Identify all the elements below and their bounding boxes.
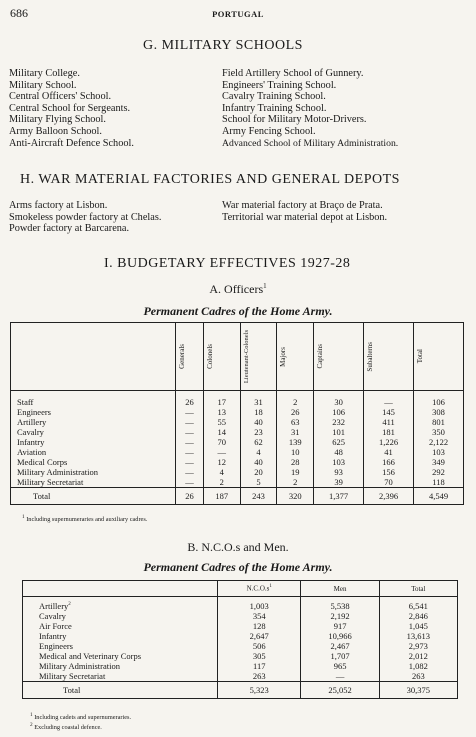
row-label: Military Secretariat <box>11 477 176 488</box>
table-header-blank <box>11 323 176 391</box>
table-row <box>23 671 458 682</box>
table-cell: 292 <box>432 467 445 477</box>
col-header: Colonels <box>203 323 240 391</box>
ncos-men-table <box>22 580 458 699</box>
table-cell: 18 <box>240 407 277 417</box>
cadres-heading-b: Permanent Cadres of the Home Army. <box>143 560 333 574</box>
table-row <box>11 407 464 417</box>
total-cell: 243 <box>240 488 277 505</box>
row-label: Engineers <box>11 407 176 417</box>
table-cell: 4 <box>203 467 240 477</box>
row-label: Military Secretariat <box>23 671 218 682</box>
list-item: Powder factory at Barcarena. <box>9 223 130 235</box>
table-header-row <box>23 581 458 597</box>
col-header: Total <box>414 323 464 391</box>
table-row <box>11 477 464 488</box>
total-cell: 30,375 <box>406 685 431 695</box>
table-total-row <box>11 488 464 505</box>
table-cell: 2,122 <box>428 437 449 447</box>
table-cell: 63 <box>277 417 314 427</box>
table-cell: 40 <box>240 417 277 427</box>
table-cell: 139 <box>277 437 314 447</box>
table-cell: 411 <box>364 417 414 427</box>
table-row <box>11 427 464 437</box>
table-cell: 62 <box>240 437 277 447</box>
table-cell: 2,192 <box>301 611 379 621</box>
table-row <box>23 631 458 641</box>
col-header: Subalterns <box>364 323 414 391</box>
table-cell: — <box>176 477 204 488</box>
table-cell: 13 <box>203 407 240 417</box>
table-cell: 103 <box>314 457 364 467</box>
table-cell: — <box>176 437 204 447</box>
col-header: Captains <box>314 323 364 391</box>
table-cell: 30 <box>314 391 364 408</box>
list-item: Army Balloon School. <box>9 125 102 137</box>
footnote-officers: $^1$ Including supernumeraries and auxiliary cadres. <box>22 514 148 524</box>
subsection-b-title: B. N.C.O.s and Men. <box>187 540 289 554</box>
section-g-right-list <box>222 68 398 149</box>
total-cell: 4,549 <box>428 491 449 501</box>
total-cell: 25,052 <box>301 682 379 699</box>
row-label: Cavalry <box>11 427 176 437</box>
table-row <box>11 447 464 457</box>
row-label: Military Administration <box>23 661 218 671</box>
table-cell: 2 <box>277 477 314 488</box>
col-header: $N.C.O.s^1$ <box>218 581 301 597</box>
table-cell: 128 <box>218 621 301 631</box>
table-cell: 31 <box>277 427 314 437</box>
col-header: Total <box>379 581 457 597</box>
section-g-title: G. MILITARY SCHOOLS <box>143 38 303 53</box>
table-cell: 19 <box>277 467 314 477</box>
table-cell: 2 <box>203 477 240 488</box>
table-cell: 181 <box>364 427 414 437</box>
list-item: Arms factory at Lisbon. <box>9 200 108 211</box>
table-cell: 349 <box>432 457 445 467</box>
footnote-marker: 2 <box>68 602 71 608</box>
table-cell: 70 <box>203 437 240 447</box>
total-cell: 2,396 <box>364 488 414 505</box>
list-item: Military School. <box>9 79 77 91</box>
section-i-title: I. BUDGETARY EFFECTIVES 1927-28 <box>104 256 351 271</box>
row-label: Infantry <box>11 437 176 447</box>
table-cell: 6,541 <box>408 601 428 611</box>
row-label: Air Force <box>23 621 218 631</box>
table-cell: 354 <box>218 611 301 621</box>
list-item: Smokeless powder factory at Chelas. <box>9 211 162 223</box>
table-row <box>23 597 458 612</box>
officers-table <box>10 322 464 505</box>
table-cell: 1,003 <box>218 597 301 612</box>
section-h-title: H. WAR MATERIAL FACTORIES AND GENERAL DEPOTS <box>20 172 400 187</box>
table-cell: 106 <box>432 397 445 407</box>
row-label: Artillery$^2$ <box>23 597 218 612</box>
table-cell: — <box>176 417 204 427</box>
col-header: Men <box>301 581 379 597</box>
total-label: Total <box>23 682 218 699</box>
table-cell: 28 <box>277 457 314 467</box>
table-cell: 1,045 <box>408 621 428 631</box>
table-cell: 625 <box>314 437 364 447</box>
table-cell: 5,538 <box>301 597 379 612</box>
table-cell: 156 <box>364 467 414 477</box>
list-item: Central Officers' School. <box>9 91 112 103</box>
table-cell: — <box>176 457 204 467</box>
section-g-left-list <box>9 68 134 149</box>
list-item: Engineers' Training School. <box>222 79 337 91</box>
col-header: Majors <box>277 323 314 391</box>
table-cell: 26 <box>277 407 314 417</box>
table-cell: 48 <box>314 447 364 457</box>
table-cell: 2,647 <box>218 631 301 641</box>
table-cell: 2,973 <box>408 641 428 651</box>
table-cell: 26 <box>176 391 204 408</box>
table-cell: 263 <box>411 671 425 681</box>
list-item: Military College. <box>9 68 80 79</box>
table-cell: 70 <box>364 477 414 488</box>
row-label: Aviation <box>11 447 176 457</box>
table-cell: 232 <box>314 417 364 427</box>
table-cell: 39 <box>314 477 364 488</box>
table-cell: 117 <box>218 661 301 671</box>
list-item: Advanced School of Military Administration. <box>222 137 399 149</box>
table-cell: 40 <box>240 457 277 467</box>
table-header-row <box>11 323 464 391</box>
table-cell: 506 <box>218 641 301 651</box>
table-cell: 118 <box>432 477 445 487</box>
list-item: School for Military Motor-Drivers. <box>222 114 367 126</box>
list-item: War material factory at Braço de Prata. <box>222 200 383 211</box>
table-cell: 13,613 <box>406 631 431 641</box>
list-item: Anti-Aircraft Defence School. <box>9 137 134 149</box>
table-cell: 965 <box>301 661 379 671</box>
table-cell: 308 <box>432 407 445 417</box>
table-cell: — <box>176 427 204 437</box>
table-cell: 23 <box>240 427 277 437</box>
table-cell: 2 <box>277 391 314 408</box>
table-header-blank <box>23 581 218 597</box>
row-label: Medical and Veterinary Corps <box>23 651 218 661</box>
table-cell: 305 <box>218 651 301 661</box>
row-label: Staff <box>11 391 176 408</box>
table-row <box>11 467 464 477</box>
table-cell: 20 <box>240 467 277 477</box>
table-cell: 55 <box>203 417 240 427</box>
list-item: Infantry Training School. <box>222 102 327 114</box>
row-label: Military Administration <box>11 467 176 477</box>
total-label: Total <box>11 488 176 505</box>
table-row <box>11 417 464 427</box>
ncos-men-table-body <box>23 597 458 699</box>
cadres-heading-a: Permanent Cadres of the Home Army. <box>143 304 333 318</box>
row-label: Cavalry <box>23 611 218 621</box>
row-label: Medical Corps <box>11 457 176 467</box>
col-header: Generals <box>176 323 204 391</box>
table-cell: 2,467 <box>301 641 379 651</box>
table-row <box>11 437 464 447</box>
table-cell: 1,707 <box>301 651 379 661</box>
list-item: Central School for Sergeants. <box>9 102 131 114</box>
table-cell: 4 <box>240 447 277 457</box>
officers-table-body <box>11 391 464 505</box>
table-cell: 41 <box>364 447 414 457</box>
table-cell: 10,966 <box>301 631 379 641</box>
table-cell: 17 <box>203 391 240 408</box>
table-cell: 166 <box>364 457 414 467</box>
section-h-right-list <box>222 200 387 223</box>
section-h-left-list <box>9 200 161 235</box>
col-header: Lieutenant-Colonels <box>240 323 277 391</box>
table-cell: 263 <box>218 671 301 682</box>
table-cell: 2,846 <box>408 611 428 621</box>
table-cell: — <box>203 447 240 457</box>
table-row <box>23 661 458 671</box>
total-cell: 26 <box>176 488 204 505</box>
table-cell: — <box>301 671 379 682</box>
table-cell: 917 <box>301 621 379 631</box>
table-cell: 1,082 <box>408 661 428 671</box>
table-cell: 1,226 <box>364 437 414 447</box>
total-cell: 187 <box>203 488 240 505</box>
table-cell: 101 <box>314 427 364 437</box>
table-cell: — <box>364 391 414 408</box>
table-cell: — <box>176 447 204 457</box>
table-cell: 2,012 <box>408 651 428 661</box>
footnote-marker: 1 <box>263 282 267 290</box>
table-row <box>11 391 464 408</box>
table-cell: 31 <box>240 391 277 408</box>
table-cell: 106 <box>314 407 364 417</box>
table-cell: 93 <box>314 467 364 477</box>
table-cell: — <box>176 407 204 417</box>
table-cell: 801 <box>432 417 445 427</box>
table-cell: 145 <box>364 407 414 417</box>
table-cell: 103 <box>432 447 445 457</box>
table-cell: 350 <box>432 427 445 437</box>
subsection-a-title: A. Officers$^1$ <box>209 282 267 296</box>
page-number: 686 <box>10 6 28 20</box>
footnotes-ncos: $^1$ Including cadets and supernumeraries. $^2$ Excluding coastal defence. <box>30 712 132 731</box>
table-row <box>23 641 458 651</box>
list-item: Field Artillery School of Gunnery. <box>222 68 364 79</box>
total-cell: 5,323 <box>218 682 301 699</box>
total-cell: 1,377 <box>314 488 364 505</box>
total-cell: 320 <box>277 488 314 505</box>
table-cell: 5 <box>240 477 277 488</box>
table-row <box>23 651 458 661</box>
table-cell: 14 <box>203 427 240 437</box>
row-label: Artillery <box>11 417 176 427</box>
list-item: Territorial war material depot at Lisbon. <box>222 211 388 223</box>
list-item: Military Flying School. <box>9 114 106 126</box>
row-label: Infantry <box>23 631 218 641</box>
table-cell: — <box>176 467 204 477</box>
table-total-row <box>23 682 458 699</box>
table-row <box>11 457 464 467</box>
table-row <box>23 621 458 631</box>
list-item: Cavalry Training School. <box>222 91 326 103</box>
running-head: PORTUGAL <box>212 9 264 19</box>
row-label: Engineers <box>23 641 218 651</box>
table-row <box>23 611 458 621</box>
table-cell: 10 <box>277 447 314 457</box>
table-cell: 12 <box>203 457 240 467</box>
list-item: Army Fencing School. <box>222 125 316 137</box>
